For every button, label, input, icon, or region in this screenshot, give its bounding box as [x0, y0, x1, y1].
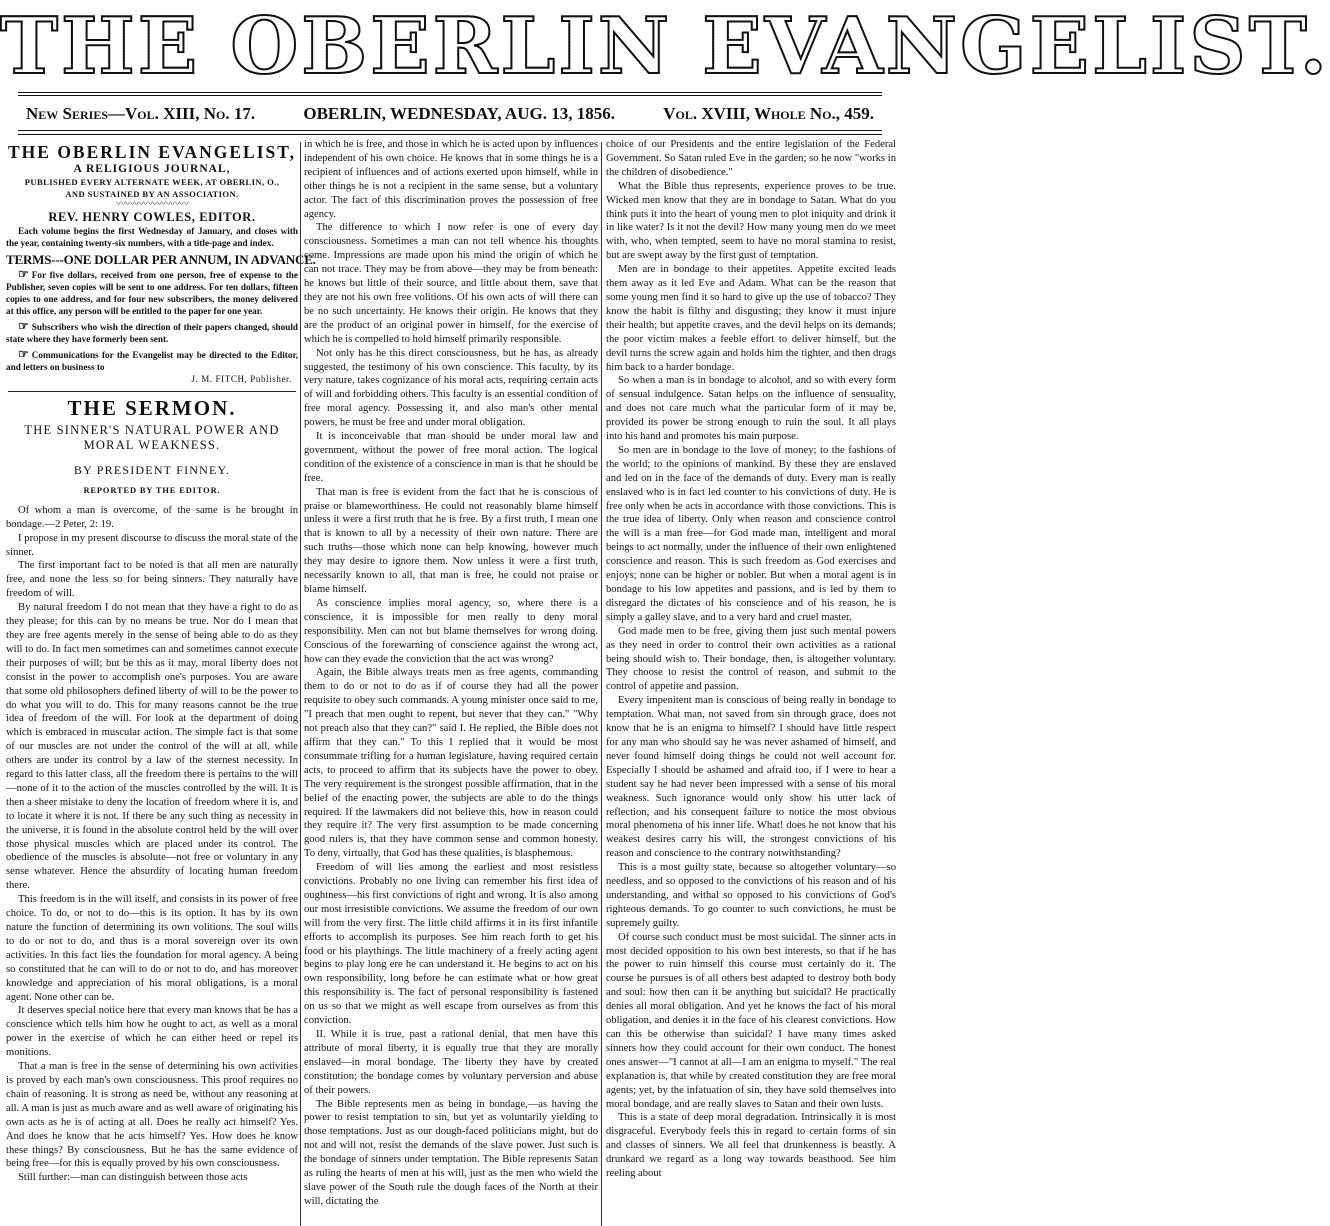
pointing-hand-icon: ☞ [18, 347, 29, 361]
article-paragraph: Again, the Bible always treats men as free agents, commanding them to do or not to do as if of course they had all the power requisite to obey such commands. A young minister once said to me, "I preach that men ought to repent, but never that they can." "Why not preach also that they can?" said I. He replied, the Bible does not affirm that they can." To this I replied that it would be most consummate trifling for a human legislature, having required certain acts, to proceed to affirm that its subjects have the power to obey. The very requirement is the strongest possible affirmation, that in the belief of the enacting power, the subjects are able to do the things required. If the lawmakers did not believe this, how in reason could they require it? The very first assumption to be made concerning good rulers is, that they have common sense and common honesty. To deny, virtually, that God has these qualities, is blasphemous. [304, 667, 598, 860]
column-2-body [304, 138, 598, 1209]
article-paragraph: in which he is free, and those in which he is acted upon by influences independent of his own choice. He knows that in some things he is a recipient of influences and of actions exerted upon himself, while in other things he is not a recipient in the same sense, but a voluntary actor. The fact of this discrimination proves the possession of free agency. [304, 139, 598, 220]
masthead-rule [18, 92, 882, 96]
article-paragraph: I propose in my present discourse to discuss the moral state of the sinner. [6, 532, 298, 558]
communications-note: Communications for the Evangelist may be directed to the Editor, and letters on business to [6, 350, 298, 372]
publisher-box-subtitle: A RELIGIOUS JOURNAL, [73, 163, 231, 175]
article-paragraph: By natural freedom I do not mean that they have a right to do as they please; for this can by no means be true. Nor do I mean that they are free agents merely in the sense of being able to do as they will to do. In fact men sometimes can and sometimes cannot execute their purposes of will; but be this as it may, moral liberty does not consist in the power to accomplish one's purposes. You are aware that some old philosophers defined liberty of will to be the power to do what you will to do. This for many reasons cannot be the true idea of freedom of the will. For look at the department of doing which is embraced in muscular action. The simple fact is that some of our muscles are not under the control of the will at all, while others are under its control by a law of the sternest necessity. In regard to this latter class, all the freedom there is pertains to the will—none of it to the action of the muscles controlled by the will. It is then a sheer mistake to deny the location of freedom where it is, and to locate it where it is not. If there be any such thing as necessity in the universe, it is found in the absolute control held by the will over those physical muscles which are placed under its control. The obedience of the muscles is absolute—not free or voluntary in any sense whatever. Hence the absurdity of locating human freedom there. [6, 602, 298, 892]
article-paragraph: It deserves special notice here that every man knows that he has a conscience which tells him how he ought to act, as well as a moral power in the exercise of which he can either heed or repel its monitions. [6, 1005, 298, 1059]
column-rule [300, 142, 301, 1226]
column-1-body [6, 532, 298, 1186]
article-paragraph: II. While it is true, past a rational denial, that men have this attribute of moral liberty, it is equally true that they are morally enslaved—in moral bondage. The liberty they have by created constitution; the bondage comes by voluntary perversion and abuse of their powers. [304, 1029, 598, 1096]
article-paragraph: Freedom of will lies among the earliest and most resistless convictions. Probably no one living can remember his first idea of oughtness—his first convictions of right and wrong. It is also among our most irresistible convictions. We assume the freedom of our own will from the very first. The little child affirms it in its first infantile efforts to accomplish its purposes. See him reach forth to get his food or his playthings. The little machinery of a freely acting agent begins to play long ere he can understand it. He begins to act on his own responsibility, long before he can estimate what or how great this responsibility is. The fact of personal responsibility is fastened on us so that we might as well escape from ourselves as from this conviction. [304, 862, 598, 1027]
publisher-name: J. M. FITCH, Publisher. [191, 374, 292, 384]
publishing-schedule: PUBLISHED EVERY ALTERNATE WEEK, AT OBERLIN, O., [24, 177, 280, 187]
pointing-hand-icon: ☞ [18, 319, 29, 333]
column-3 [606, 138, 896, 1226]
publisher-box-title: THE OBERLIN EVANGELIST, [7, 142, 296, 162]
sermon-reported-by: REPORTED BY THE EDITOR. [83, 485, 221, 495]
sermon-author: BY PRESIDENT FINNEY. [73, 462, 231, 477]
dateline [26, 102, 874, 126]
article-paragraph: What the Bible thus represents, experience proves to be true. Wicked men know that they are in bondage to Satan. What do you think puts it into the heart of young men to plot iniquity and drink it in like water? Is it not the devil? How many young men do we meet with, who, when tempted, seem to have no moral stamina to resist, but are swept away by the first gust of temptation. [606, 180, 896, 262]
article-paragraph: The difference to which I now refer is one of every day consciousness. Sometimes a man can not tell whence his thoughts come. Impressions are made upon his mind the origin of which he can not trace. They may be from above—they may be from beneath: he knows but little of their source, and little about them, save that they are not his own free volitions. Of his own acts of will there can be no such uncertainty. He knows their origin. He knows that they are the product of an original power in himself, for the exercise of which he is compelled to hold himself primarily responsible. [304, 222, 598, 345]
volume-note: Each volume begins the first Wednesday of January, and closes with the year, containing twenty-six numbers, with a title-page and index. [6, 226, 298, 248]
sermon-epigraph: Of whom a man is overcome, of the same is he brought in bondage.—2 Peter, 2: 19. [6, 504, 298, 530]
article-paragraph: Every impenitent man is conscious of being really in bondage to temptation. What man, not saved from sin through grace, does not know that he is an enigma to himself? I should have little respect for any man who should say he was never ashamed of himself, and never found himself doing things he could not well account for. Especially I should be ashamed and afraid too, if I were to hear a student say he had never been impressed with a sense of his moral weakness. Such ignorance would only show his utter lack of reflection, and his consequent failure to notice the most obvious moral phenomena of his inner life. What! does he not know that his weakest desires carry his will, the strongest convictions of his reason and conscience to the contrary notwithstanding? [606, 695, 896, 860]
article-paragraph: choice of our Presidents and the entire legislation of the Federal Government. So Satan ruled Eve in the garden; so he now "works in the children of disobedience." [606, 139, 896, 178]
column-2 [304, 138, 598, 1226]
series-number: New Series—Vol. XIII, No. 17. [26, 104, 256, 123]
article-paragraph: The Bible represents men as being in bondage,—as having the power to resist temptation to sin, but yet as voluntarily yielding to those temptations. Just as our dough-faced politicians might, but do not and will not, resist the demands of the slave power. Just such is the bondage of sinners under temptation. The Bible represents Satan as ruling the hearts of men at his will, just as the men who wield the slave power of the South rule the dough faces of the North at their will, dictating the [304, 1098, 598, 1207]
article-paragraph: Of course such conduct must be most suicidal. The sinner acts in most decided opposition to his own best interests, so that if he has the power to ruin himself this course must certainly do it. The course he pursues is of all others best adapted to destroy both body and soul: how then can it be anything but suicidal? He practically denies all moral obligation. And yet he knows the fact of his moral obligation, and denies it in the face of his clearest convictions. How can this be otherwise than suicidal? I have many times asked sinners how they could account for their own conduct. The honest ones answer—"I cannot at all—I am an enigma to myself." The real explanation is, that while by created constitution they are free moral agents; yet, by the infatuation of sin, they have sold themselves into moral bondage, and are really slaves to Satan and their own lusts. [606, 931, 896, 1110]
article-paragraph: This freedom is in the will itself, and consists in its power of free choice. To do, or not to do—this is its option. It has by its own nature the function of determining its own volitions. The soul wills to do or not to do, and thus is a moral sovereign over its own activities. In this fact lies the foundation for moral agency. A being so constituted that he can will to do or not to do, and has moreover knowledge and appreciation of his moral obligations, is a moral agent. None other can be. [6, 894, 298, 1003]
article-paragraph: That man is free is evident from the fact that he is conscious of praise or blameworthiness. He could not reasonably blame himself unless it were a first truth that he is free. By a first truth, I mean one that is known to all by a necessity of their own nature. There are such truths—those which none can help knowing, however much they may desire to ignore them. Now unless it were a first truth, necessarily known to all, that man is free, he could not praise or blame himself. [304, 486, 598, 595]
article-paragraph: It is inconceivable that man should be under moral law and government, without the power of free moral action. The logical condition of the existence of a conscience in man is that he should be free. [304, 431, 598, 484]
terms-detail: For five dollars, received from one person, free of expense to the Publisher, seven copies will be sent to one address. For ten dollars, fifteen copies to one address, and for four new subscribers, the money delivered at this office, any person will be entitled to the paper for one year. [6, 270, 298, 316]
sermon-heading: THE SERMON. [67, 395, 237, 420]
masthead-title: THE OBERLIN EVANGELIST. [0, 1, 1330, 92]
volume-number: Vol. XVIII, Whole No., 459. [663, 104, 874, 123]
article-paragraph: Still further:—man can distinguish between those acts [18, 1172, 248, 1184]
column-3-body [606, 138, 896, 1181]
publisher-box [6, 142, 316, 387]
article-columns [0, 138, 900, 1226]
article-paragraph: Not only has he this direct consciousness, but he has, as already suggested, the testimony of his own conscience. This faculty, by its very nature, takes cognizance of his moral acts, requiring certain acts of will and forbidding others. This faculty is an essential condition of free moral agency. Possessing it, and also man's other mental powers, he must be free and under moral obligation. [304, 347, 598, 429]
place-date: OBERLIN, WEDNESDAY, AUG. 13, 1856. [303, 104, 615, 123]
article-paragraph: This is a most guilty state, because so altogether voluntary—so needless, and so opposed to the convictions of his reason and of his understanding, and withal so opposed to his convictions of God's righteous demands. To go counter to such convictions, he must be supremely guilty. [606, 862, 896, 929]
sustained-by: AND SUSTAINED BY AN ASSOCIATION. [65, 189, 239, 199]
column-rule [601, 142, 602, 1226]
column-1 [6, 138, 316, 1226]
dateline-rule-top [18, 130, 882, 131]
article-paragraph: So men are in bondage to the love of money; to the fashions of the world; to the opinions of mankind. By these they are enslaved and led on in the face of the demands of duty. Every man is really enslaved who is in fact led counter to his convictions of duty. He is free only when he acts in accordance with those convictions. This is the true idea of liberty. Only when reason and conscience control the will is a man free—for God made man, intelligent and moral beings to act normally, under the influence of their own enlightened conscience and reason. This is such freedom as God exercises and enjoys; none can be higher or nobler. But when a moral agent is in bondage to his low appetites and passions, and is led by them to disregard the dictates of his conscience and of his reason, he is simply a galley slave, and to a very hard and cruel master. [606, 444, 896, 623]
article-paragraph: God made men to be free, giving them just such mental powers as they need in order to control their own activities as a rational being should wish to. Their bondage, then, is altogether voluntary. They choose to resist the control of reason, and submit to the control of appetite and passion. [606, 625, 896, 693]
section-divider [8, 391, 296, 392]
pointing-hand-icon: ☞ [18, 267, 29, 281]
article-paragraph: So when a man is in bondage to alcohol, and so with every form of sensual indulgence. Satan helps on the influence of sensuality, and does not care much what the particular form of it may be, provided its power be strong enough to ruin the soul. It all plays into his hand and promotes his main purpose. [606, 375, 896, 443]
article-paragraph: That a man is free in the sense of determining his own activities is proved by each man's own consciousness. This proof requires no chain of reasoning. It is strong as need be, without any reasoning at all. A man is just as much aware and as well aware of originating his own acts as he is of acting at all. Does he really act himself? Yes. And does he know that he acts himself? Yes. How does he know these things? By consciousness. But he has the same evidence of being free—for this is equally proved by his own consciousness. [6, 1061, 298, 1170]
article-paragraph: This is a state of deep moral degradation. Intrinsically it is most disgraceful. Everybody feels this in regard to certain forms of sin and classes of sinners. We all feel that drunkenness is beastly. A drunkard we regard as a long way towards beasthood. See him reeling about [606, 1112, 896, 1180]
sermon-title: THE SINNER'S NATURAL POWER AND MORAL WEAKNESS. [24, 422, 280, 452]
terms-heading: TERMS---ONE DOLLAR PER ANNUM, IN ADVANCE. [6, 252, 316, 267]
flourish-ornament: 〰〰〰〰〰〰〰〰 [116, 199, 188, 210]
dateline-rule-bottom [18, 134, 882, 135]
article-paragraph: As conscience implies moral agency, so, where there is a conscience, it is impossible for men really to deny moral responsibility. Men can not but blame themselves for wrong doing. Conscious of the forewarning of conscience against the wrong act, how can they evade the conviction that the act was wrong? [304, 597, 598, 665]
article-paragraph: Men are in bondage to their appetites. Appetite excited leads them away as it led Eve and Adam. What can be the reason that some young men find it so hard to give up the use of tobacco? They know the habit is filthy and disgusting; they know it must injure their health; but appetite craves, and the devil helps on its demands; the poor victim makes a feeble effort to deliver himself, but the devil turns the screw again and holds him the tighter, and then drags him back to a harder bondage. [606, 264, 896, 373]
masthead [0, 0, 1330, 92]
editor-line: REV. HENRY COWLES, EDITOR. [48, 210, 256, 224]
article-paragraph: The first important fact to be noted is that all men are naturally free, and none the less so for being sinners. They naturally have freedom of will. [6, 560, 298, 600]
subscribers-note: Subscribers who wish the direction of their papers changed, should state where they have formerly been sent. [6, 322, 298, 344]
